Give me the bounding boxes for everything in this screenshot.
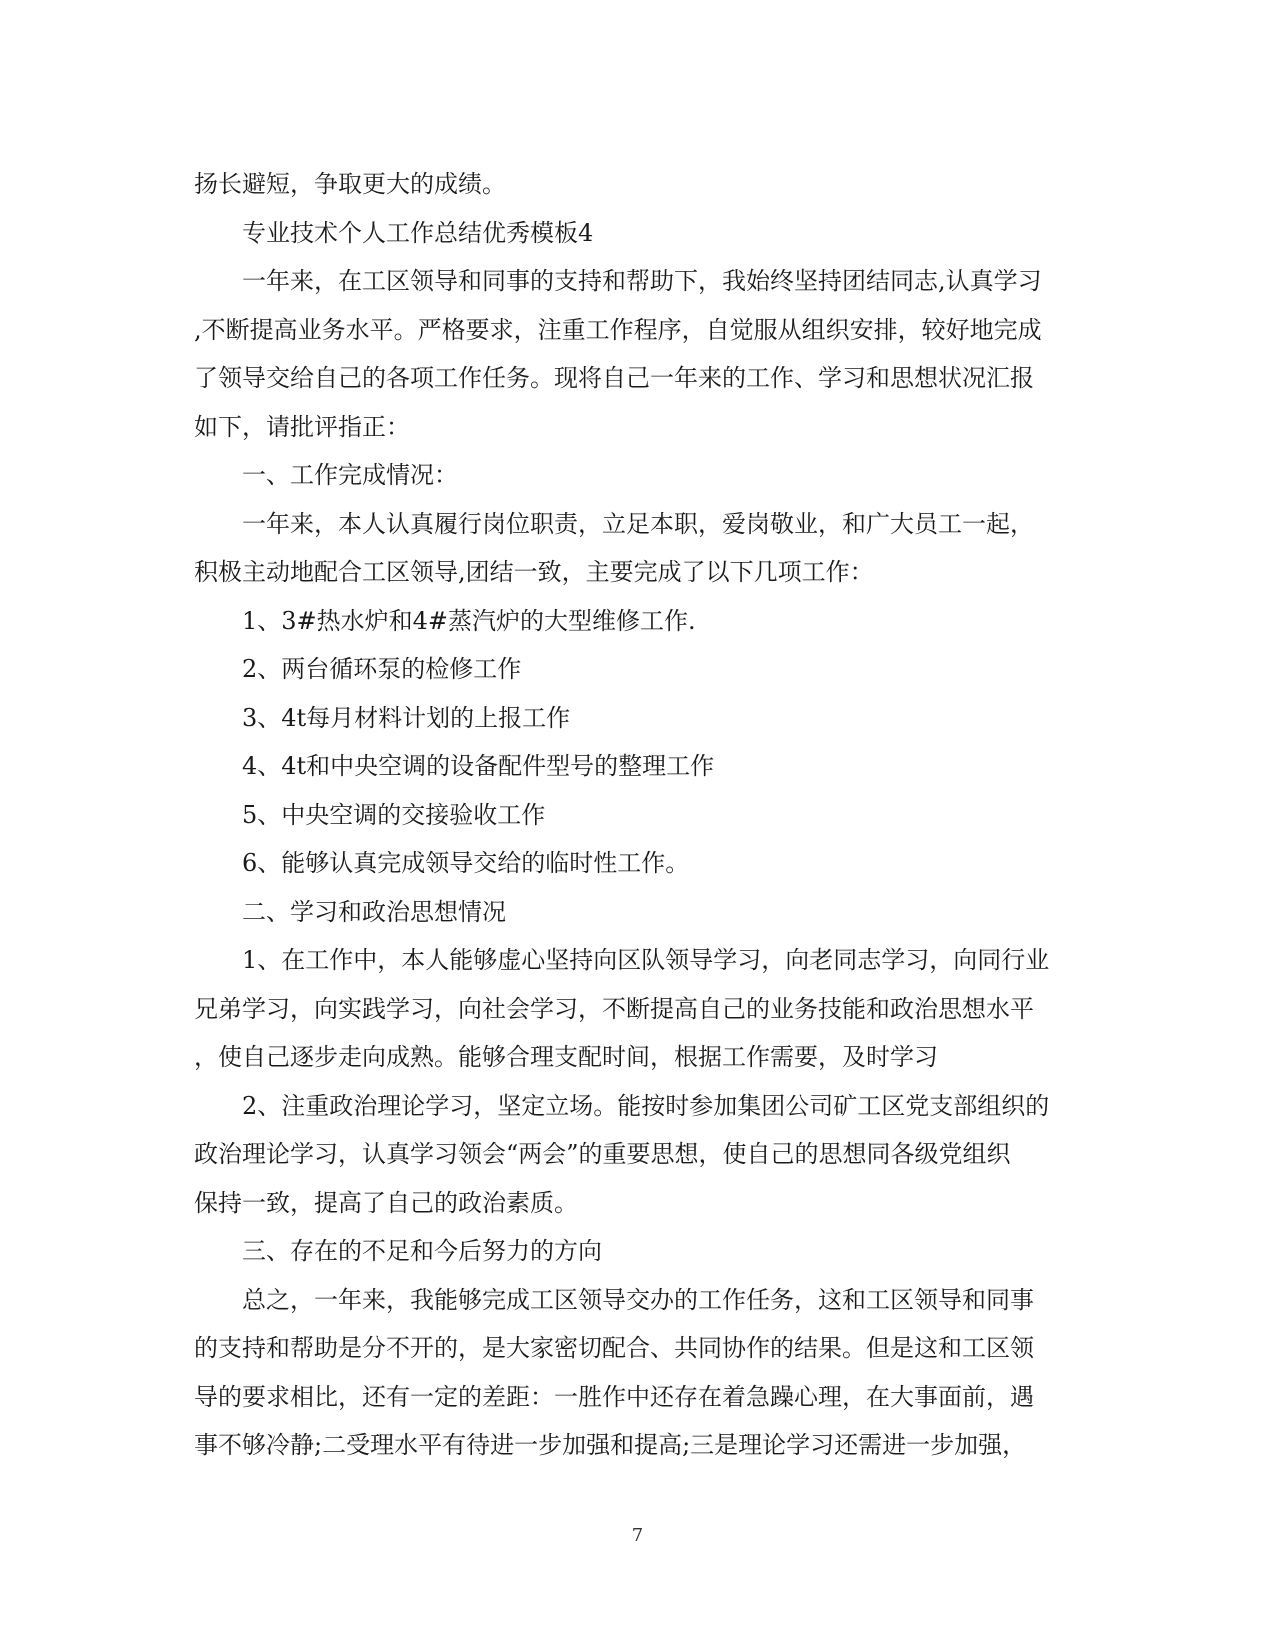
text-line: 二、学习和政治思想情况 [242, 897, 506, 926]
text-line: 6、能够认真完成领导交给的临时性工作。 [242, 849, 690, 877]
text-line: 一年来，本人认真履行岗位职责，立足本职，爱岗敬业，和广大员工一起， [242, 509, 1034, 538]
text-line: 如下，请批评指正： [194, 412, 410, 441]
text-line: 事不够冷静;二受理水平有待进一步加强和提高;三是理论学习还需进一步加强， [194, 1431, 1027, 1459]
text-line: 积极主动地配合工区领导,团结一致，主要完成了以下几项工作： [194, 558, 874, 586]
text-line: 3、4t每月材料计划的上报工作 [242, 703, 571, 732]
text-line: 政治理论学习，认真学习领会“两会”的重要思想，使自己的思想同各级党组织 [194, 1140, 1011, 1168]
text-line: 一年来，在工区领导和同事的支持和帮助下，我始终坚持团结同志,认真学习 [242, 267, 1042, 295]
text-line: 2、两台循环泵的检修工作 [242, 655, 522, 683]
text-line: 5、中央空调的交接验收工作 [242, 800, 546, 829]
document-body [194, 160, 1079, 1470]
text-line: ，使自己逐步走向成熟。能够合理支配时间，根据工作需要，及时学习 [194, 1043, 938, 1071]
text-line: 专业技术个人工作总结优秀模板4 [242, 218, 594, 247]
text-line: 兄弟学习，向实践学习，向社会学习，不断提高自己的业务技能和政治思想水平 [194, 994, 1034, 1023]
text-line: 总之，一年来，我能够完成工区领导交办的工作任务，这和工区领导和同事 [242, 1285, 1034, 1314]
text-line: ,不断提高业务水平。严格要求，注重工作程序，自觉服从组织安排，较好地完成 [194, 315, 1042, 344]
text-line: 一、工作完成情况： [242, 461, 458, 489]
text-line: 1、在工作中，本人能够虚心坚持向区队领导学习，向老同志学习，向同行业 [242, 946, 1050, 974]
page-number: 7 [631, 1525, 644, 1546]
text-line: 三、存在的不足和今后努力的方向 [242, 1237, 602, 1265]
text-line: 了领导交给自己的各项工作任务。现将自己一年来的工作、学习和思想状况汇报 [194, 364, 1034, 392]
text-line: 保持一致，提高了自己的政治素质。 [194, 1188, 578, 1217]
text-line: 2、注重政治理论学习，坚定立场。能按时参加集团公司矿工区党支部组织的 [242, 1091, 1050, 1120]
text-line: 1、3#热水炉和4#蒸汽炉的大型维修工作. [242, 606, 696, 635]
text-line: 扬长避短，争取更大的成绩。 [194, 170, 506, 198]
text-line: 的支持和帮助是分不开的，是大家密切配合、共同协作的结果。但是这和工区领 [194, 1334, 1034, 1362]
text-line: 导的要求相比，还有一定的差距：一胜作中还存在着急躁心理，在大事面前，遇 [194, 1382, 1034, 1411]
text-line: 4、4t和中央空调的设备配件型号的整理工作 [242, 752, 715, 780]
